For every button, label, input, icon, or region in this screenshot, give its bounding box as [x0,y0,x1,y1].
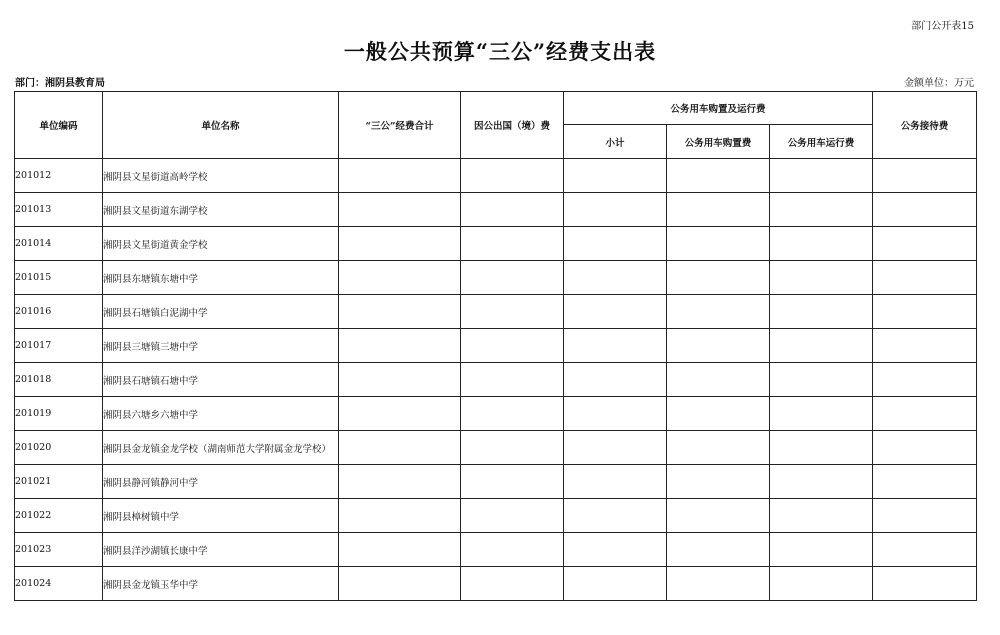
amount-cell [564,329,667,363]
amount-cell [667,295,770,329]
unit-name-cell: 湘阴县金龙镇玉华中学 [103,567,339,601]
table-row [15,465,977,499]
amount-cell [564,397,667,431]
table-row [15,193,977,227]
unit-code-cell: 201020 [15,431,103,465]
unit-code-cell: 201013 [15,193,103,227]
unit-code-cell: 201015 [15,261,103,295]
unit-code-cell: 201016 [15,295,103,329]
page-title: 一般公共预算“三公”经费支出表 [343,39,657,64]
table-row [15,261,977,295]
header-vehicle-operation: 公务用车运行费 [770,125,873,159]
amount-cell [564,261,667,295]
amount-cell [461,261,564,295]
amount-cell [564,567,667,601]
amount-cell [770,295,873,329]
table-row [15,159,977,193]
amount-cell [339,397,461,431]
unit-name-cell: 湘阴县静河镇静河中学 [103,465,339,499]
unit-code-cell: 201014 [15,227,103,261]
amount-cell [461,499,564,533]
form-number: 部门公开表15 [911,21,974,32]
header-reception: 公务接待费 [873,92,977,159]
unit-name-cell: 湘阴县石塘镇石塘中学 [103,363,339,397]
amount-cell [667,261,770,295]
amount-cell [339,533,461,567]
unit-name-cell: 湘阴县洋沙湖镇长康中学 [103,533,339,567]
amount-cell [461,431,564,465]
amount-cell [770,193,873,227]
amount-cell [339,159,461,193]
unit-name-cell: 湘阴县文星街道黄金学校 [103,227,339,261]
amount-cell [770,499,873,533]
amount-cell [564,159,667,193]
amount-cell [564,465,667,499]
amount-cell [564,431,667,465]
amount-cell [339,193,461,227]
amount-cell [339,567,461,601]
unit-name-cell: 湘阴县东塘镇东塘中学 [103,261,339,295]
amount-cell [873,499,977,533]
unit-code-cell: 201022 [15,499,103,533]
amount-cell [770,431,873,465]
amount-cell [770,329,873,363]
amount-cell [873,397,977,431]
amount-cell [339,431,461,465]
amount-cell [873,227,977,261]
department-label: 部门：湘阴县教育局 [15,78,105,89]
header-unit-code: 单位编码 [15,92,103,159]
table-row [15,295,977,329]
unit-code-cell: 201021 [15,465,103,499]
amount-cell [667,329,770,363]
amount-cell [461,397,564,431]
table-row [15,227,977,261]
amount-cell [667,533,770,567]
amount-cell [339,499,461,533]
unit-name-cell: 湘阴县六塘乡六塘中学 [103,397,339,431]
amount-cell [461,363,564,397]
amount-cell [564,363,667,397]
amount-cell [461,227,564,261]
amount-cell [667,397,770,431]
amount-cell [770,159,873,193]
amount-cell [873,159,977,193]
amount-cell [667,465,770,499]
header-unit-name: 单位名称 [103,92,339,159]
unit-code-cell: 201019 [15,397,103,431]
header-total: “三公”经费合计 [339,92,461,159]
unit-name-cell: 湘阴县文星街道高岭学校 [103,159,339,193]
table-row [15,363,977,397]
amount-cell [873,329,977,363]
amount-cell [873,295,977,329]
amount-cell [873,261,977,295]
amount-cell [564,193,667,227]
amount-cell [461,329,564,363]
amount-cell [461,295,564,329]
amount-cell [770,465,873,499]
amount-cell [461,533,564,567]
unit-name-cell: 湘阴县石塘镇白泥湖中学 [103,295,339,329]
header-abroad: 因公出国（境）费 [461,92,564,159]
amount-cell [873,363,977,397]
table-row [15,533,977,567]
amount-cell [461,193,564,227]
amount-cell [667,363,770,397]
amount-cell [461,159,564,193]
amount-cell [564,227,667,261]
amount-cell [667,193,770,227]
amount-cell [873,465,977,499]
table-row [15,499,977,533]
unit-name-cell: 湘阴县三塘镇三塘中学 [103,329,339,363]
unit-name-cell: 湘阴县金龙镇金龙学校（湖南师范大学附属金龙学校） [103,431,339,465]
amount-cell [770,533,873,567]
amount-unit-label: 金额单位：万元 [904,78,974,89]
table-row [15,329,977,363]
amount-cell [770,397,873,431]
amount-cell [339,227,461,261]
amount-cell [770,363,873,397]
amount-cell [339,261,461,295]
amount-cell [667,227,770,261]
amount-cell [461,465,564,499]
amount-cell [339,465,461,499]
table-row [15,397,977,431]
amount-cell [667,567,770,601]
unit-code-cell: 201024 [15,567,103,601]
amount-cell [339,329,461,363]
amount-cell [667,159,770,193]
amount-cell [667,431,770,465]
unit-name-cell: 湘阴县樟树镇中学 [103,499,339,533]
amount-cell [339,295,461,329]
header-vehicle-group: 公务用车购置及运行费 [564,92,873,125]
amount-cell [461,567,564,601]
amount-cell [564,295,667,329]
unit-code-cell: 201018 [15,363,103,397]
amount-cell [873,193,977,227]
table-row [15,567,977,601]
header-vehicle-purchase: 公务用车购置费 [667,125,770,159]
amount-cell [873,567,977,601]
amount-cell [770,227,873,261]
header-subtotal: 小计 [564,125,667,159]
unit-code-cell: 201012 [15,159,103,193]
budget-table [14,91,977,601]
amount-cell [564,533,667,567]
unit-code-cell: 201023 [15,533,103,567]
amount-cell [667,499,770,533]
amount-cell [339,363,461,397]
amount-cell [873,533,977,567]
amount-cell [873,431,977,465]
unit-code-cell: 201017 [15,329,103,363]
amount-cell [770,261,873,295]
amount-cell [564,499,667,533]
table-row [15,431,977,465]
amount-cell [770,567,873,601]
unit-name-cell: 湘阴县文星街道东湖学校 [103,193,339,227]
